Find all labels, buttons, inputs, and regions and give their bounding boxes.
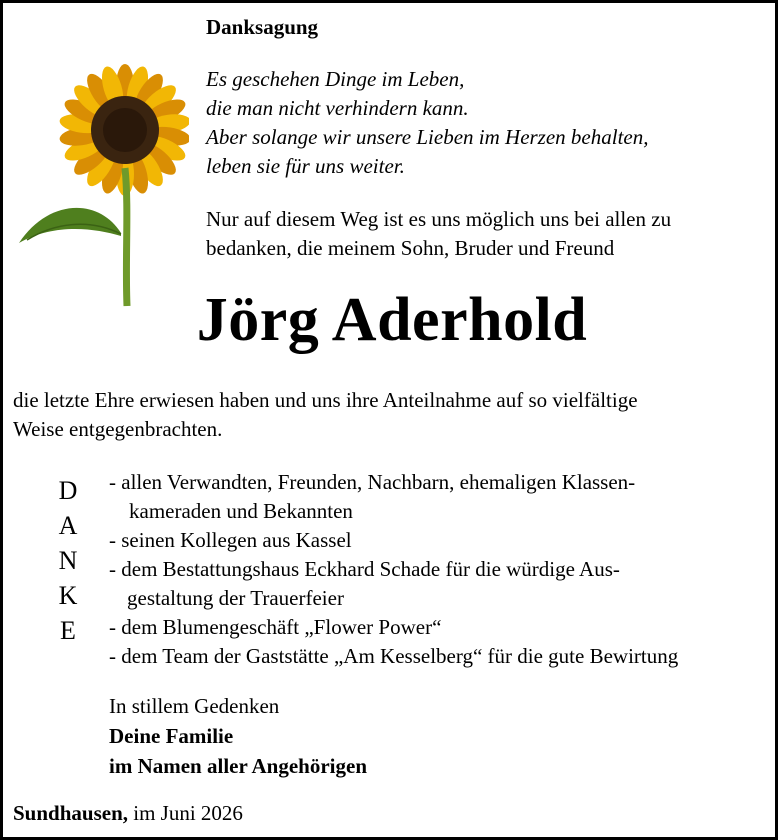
footer-place: Sundhausen, xyxy=(13,801,128,825)
danke-letter: A xyxy=(58,511,78,540)
closing xyxy=(109,691,367,781)
poem-line: Aber solange wir unsere Lieben im Herzen behalten, xyxy=(206,125,649,149)
thanks-item: - dem Team der Gaststätte „Am Kesselberg“ für die gute Bewirtung xyxy=(109,644,679,668)
footer xyxy=(13,801,243,826)
closing-line: In stillem Gedenken xyxy=(109,694,280,718)
sunflower-image xyxy=(9,58,189,308)
poem xyxy=(206,65,649,181)
danke-letter: D xyxy=(58,476,78,505)
danke-vertical xyxy=(55,473,81,648)
deceased-name: Jörg Aderhold xyxy=(196,286,588,354)
thanks-item: - dem Blumengeschäft „Flower Power“ xyxy=(109,615,442,639)
thanks-item-continuation: kameraden und Bekannten xyxy=(129,499,353,523)
intro-line: Nur auf diesem Weg ist es uns möglich uns bei allen zu xyxy=(206,207,672,231)
danke-letter: N xyxy=(58,546,78,575)
tribute-line: Weise entgegenbrachten. xyxy=(13,417,223,441)
poem-line: leben sie für uns weiter. xyxy=(206,154,405,178)
tribute-text xyxy=(13,386,753,444)
intro-line: bedanken, die meinem Sohn, Bruder und Freund xyxy=(206,236,615,260)
footer-date: im Juni 2026 xyxy=(128,801,243,825)
closing-family: Deine Familie xyxy=(109,724,234,748)
intro-text xyxy=(206,205,671,263)
poem-line: Es geschehen Dinge im Leben, xyxy=(206,67,465,91)
thanks-item: - seinen Kollegen aus Kassel xyxy=(109,528,352,552)
poem-line: die man nicht verhindern kann. xyxy=(206,96,469,120)
danke-letter: E xyxy=(60,616,76,645)
thanks-item: - allen Verwandten, Freunden, Nachbarn, ehemaligen Klassen- xyxy=(109,470,636,494)
tribute-line: die letzte Ehre erwiesen haben und uns ihre Anteilnahme auf so vielfältige xyxy=(13,388,638,412)
thanks-item-continuation: gestaltung der Trauerfeier xyxy=(127,586,344,610)
thanks-item: - dem Bestattungshaus Eckhard Schade für die würdige Aus- xyxy=(109,557,620,581)
heading: Danksagung xyxy=(206,15,319,39)
sunflower-center-highlight xyxy=(103,108,147,152)
thanks-list xyxy=(109,468,778,671)
danke-letter: K xyxy=(58,581,78,610)
closing-relatives: im Namen aller Angehörigen xyxy=(109,754,368,778)
